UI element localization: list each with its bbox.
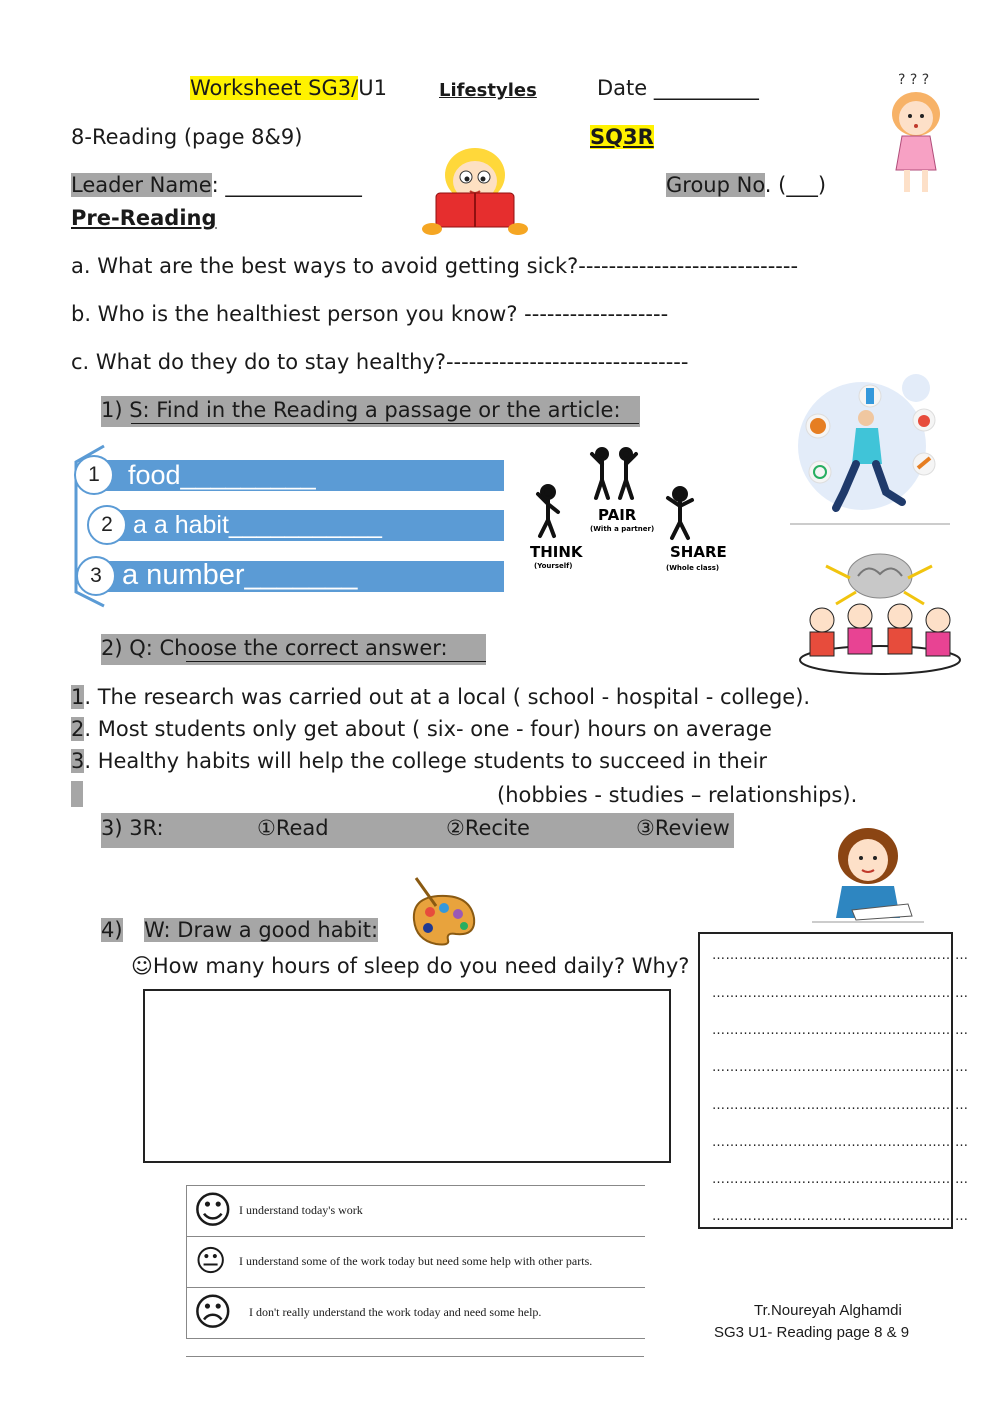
share-sub-label: (Whole class) [666,564,720,572]
section4-title: W: Draw a good habit: [144,918,379,942]
answer-line-4: ………………………………………………… [712,1060,969,1075]
answer-item-3-highlight [71,781,83,807]
answer-item-1-text: . The research was carried out at a local ( school - hospital - college). [84,685,811,709]
answer-item-1-number: 1 [71,685,85,709]
sleep-question: ☺How many hours of sleep do you need daily? Why? [131,954,690,978]
read-step: ①Read [257,816,329,840]
lifestyles-label: Lifestyles [439,80,537,101]
pair-sub-label: (With a partner) [590,525,655,533]
list-item-1-text: food_________ [128,460,316,490]
worksheet-label: Worksheet SG3/ [190,76,359,100]
healthy-lifestyle-illustration [790,368,950,528]
section3-label: 3) 3R: [101,816,164,840]
pair-label: PAIR [598,506,637,524]
group-no-field [666,173,826,197]
question-c: c. What do they do to stay healthy?-------------------------------- [71,350,689,374]
group-blank: . (___) [764,173,827,197]
answer-line-1: ………………………………………………… [712,948,969,963]
sq3r-label: SQ3R [590,125,654,149]
leader-label: Leader Name [71,173,212,197]
answer-line-3: ………………………………………………… [712,1023,969,1038]
share-label: SHARE [670,543,727,561]
svg-text:? ? ?: ? ? ? [898,72,930,88]
list-item-1-number: 1 [74,455,114,495]
assessment-row-3[interactable] [187,1288,645,1339]
answer-item-3-text: . Healthy habits will help the college students to succeed in their [84,749,768,773]
answer-line-6: ………………………………………………… [712,1135,969,1150]
section2-underline [186,661,486,662]
worksheet-reference: SG3 U1- Reading page 8 & 9 [714,1324,910,1341]
assessment-bottom-border [186,1356,644,1357]
self-assessment-table [186,1185,645,1339]
answer-item-3-number: 3 [71,749,85,773]
group-label: Group No [666,173,765,197]
answer-line-7: ………………………………………………… [712,1172,969,1187]
assessment-row-1[interactable] [187,1185,645,1237]
assessment-row-2[interactable] [187,1237,645,1288]
assessment-text-1: I understand today's work [239,1203,363,1217]
date-field: Date __________ [597,76,759,100]
answer-line-2: ………………………………………………… [712,986,969,1001]
review-step: ③Review [636,816,730,840]
question-b: b. Who is the healthiest person you know? ------------------- [71,302,669,326]
unit-label: U1 [358,76,387,100]
answer-line-5: ………………………………………………… [712,1098,969,1113]
confused-girl-illustration [880,70,952,200]
list-item-2-number: 2 [87,505,127,545]
reading-label: 8-Reading (page 8&9) [71,125,303,149]
section1-underline [131,423,639,424]
answer-item-2-text: . Most students only get about ( six- one - four) hours on average [84,717,772,741]
list-item-2-text: a a habit___________ [133,511,382,539]
thinking-girl-illustration [812,820,924,924]
answer-line-8: ………………………………………………… [712,1209,969,1224]
girl-reading-illustration [418,143,532,239]
section4-number: 4) [101,918,123,942]
drawing-box[interactable] [143,989,671,1163]
assessment-text-2: I understand some of the work today but need some help with other parts. [239,1254,593,1268]
leader-name-field [71,173,362,197]
answer-item-2-number: 2 [71,717,85,741]
leader-blank: : _____________ [211,173,362,197]
think-label: THINK [530,543,583,561]
group-brainstorm-illustration [796,548,962,676]
section1-title: 1) S: Find in the Reading a passage or the article: [101,398,621,422]
answer-item-2 [71,717,772,741]
question-a: a. What are the best ways to avoid getting sick?----------------------------- [71,254,799,278]
answer-item-3-continuation: (hobbies - studies – relationships). [497,783,858,807]
think-pair-share-illustration [520,440,727,576]
pre-reading-title: Pre-Reading [71,206,217,230]
section2-title: 2) Q: Choose the correct answer: [101,636,448,660]
paint-palette-icon [408,876,478,948]
list-item-3-text: a number_______ [122,559,358,591]
assessment-text-3: I don't really understand the work today and need some help. [249,1305,542,1319]
worksheet-title [190,76,387,100]
answer-item-1 [71,685,810,709]
neutral-face-icon: 😐 [195,1244,227,1279]
think-sub-label: (Yourself) [534,562,573,570]
recite-step: ②Recite [446,816,530,840]
teacher-name: Tr.Noureyah Alghamdi [754,1302,902,1319]
answer-item-3 [71,749,767,773]
answer-lines-box[interactable] [698,932,969,1229]
sad-face-icon: ☹ [193,1290,233,1334]
smiley-face-icon: ☺ [193,1188,233,1232]
list-item-3-number: 3 [76,556,116,596]
